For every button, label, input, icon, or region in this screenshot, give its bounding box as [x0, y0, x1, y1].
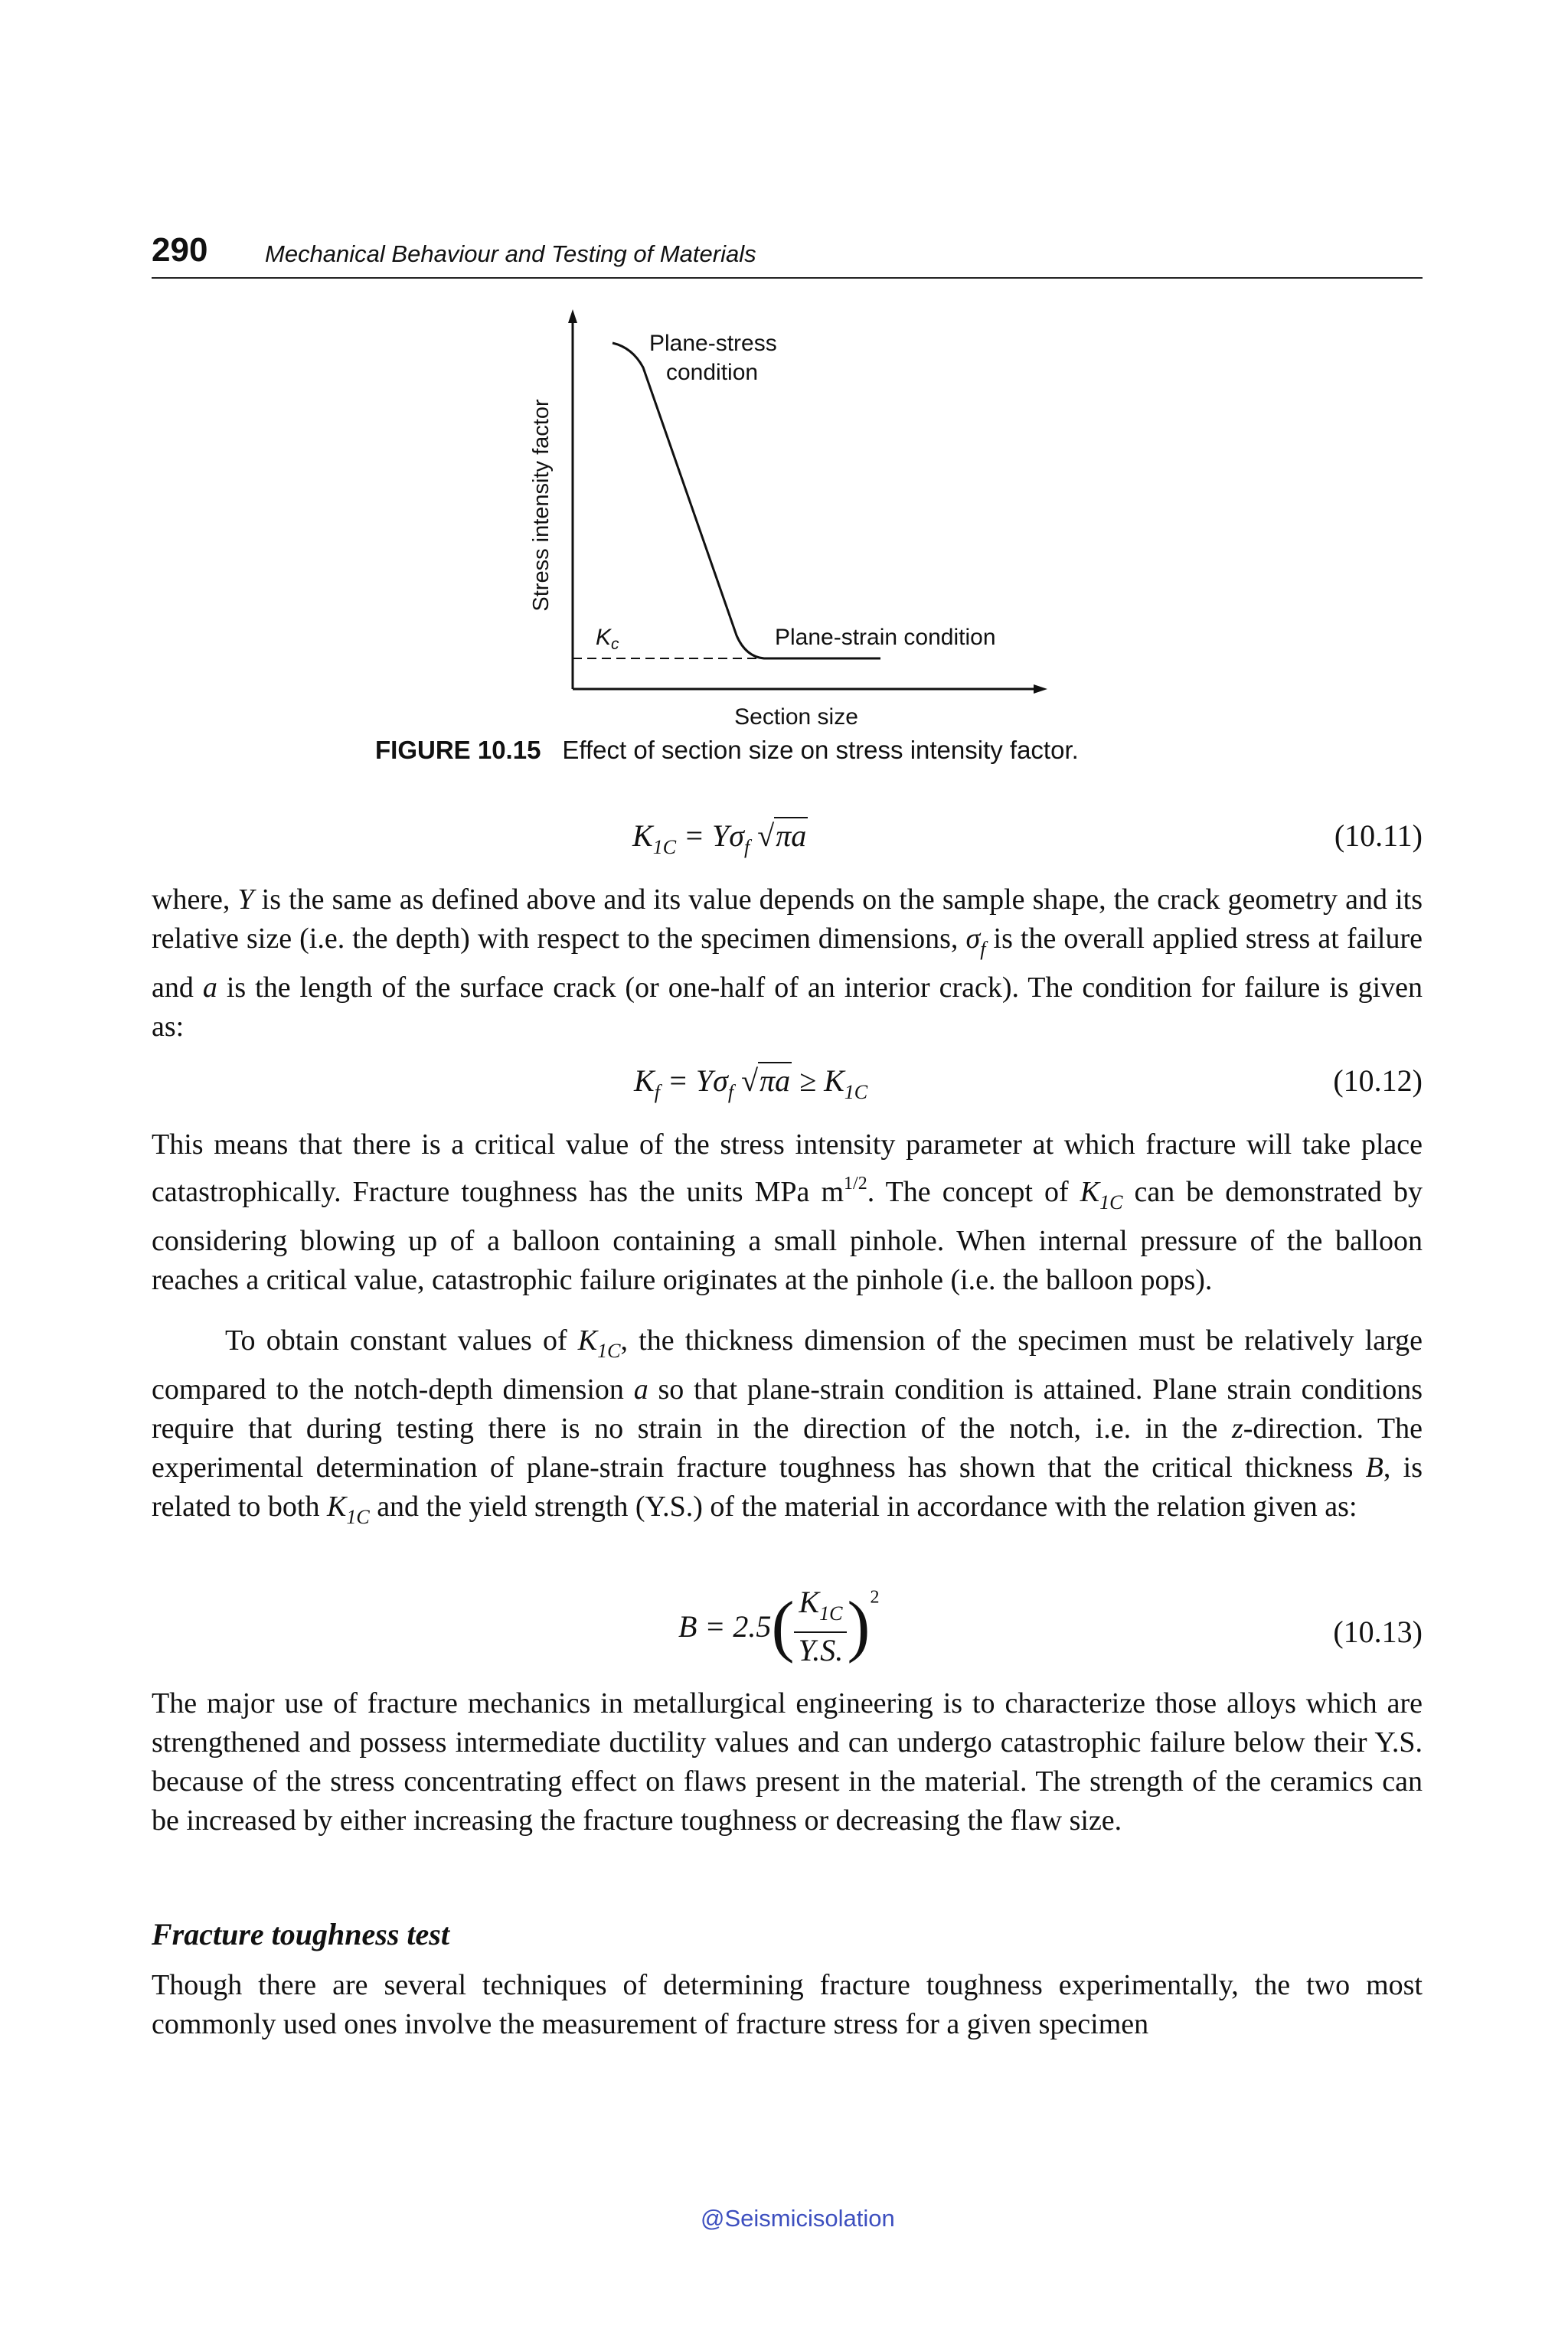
- p3-var-k: K: [577, 1324, 598, 1357]
- kc-label: [596, 625, 619, 653]
- p3-text-b: , the thickness dimension of the specimen must be relatively large compared to the notch-depth dimension: [152, 1324, 1423, 1406]
- p3-var-z: z: [1231, 1412, 1243, 1445]
- kc-label-main: K: [596, 625, 612, 650]
- equation-10-12-number: (10.12): [1333, 1063, 1423, 1098]
- p3-text-c: so that plane-strain condition is attained. Plane strain conditions require that during testing there is no strain in the direction of the notch, i.e. in the: [152, 1373, 1423, 1445]
- p2-text-b: . The concept of: [867, 1176, 1080, 1208]
- section-heading: Fracture toughness test: [152, 1917, 449, 1951]
- p3-var-b: B: [1365, 1452, 1383, 1484]
- equation-10-11: [152, 818, 1423, 871]
- plane-stress-label-line2: condition: [666, 360, 759, 385]
- running-head: Mechanical Behaviour and Testing of Materials: [265, 240, 756, 267]
- p1-text-d: is the length of the surface crack (or one-half of an interior crack). The condition for failure is given as:: [152, 972, 1423, 1043]
- figure-10-15: [521, 306, 1057, 735]
- p2-sup: 1/2: [844, 1174, 867, 1194]
- paragraph-5: Though there are several techniques of determining fracture toughness experimentally, the two most commonly used ones involve the measurement of fracture stress for a given specimen: [152, 1969, 1423, 2040]
- plane-stress-label-line1: Plane-stress: [649, 331, 777, 356]
- p2-text-c: can be demonstrated by considering blowing up of a balloon containing a small pinhole. When internal pressure of the balloon reaches a critical value, catastrophic failure originates at the pinhole (i.e. the balloon pops).: [152, 1176, 1423, 1296]
- p1-var-a: a: [202, 972, 217, 1004]
- p3-var-a: a: [633, 1373, 648, 1406]
- x-axis-arrow: [1034, 684, 1047, 694]
- caption-label: FIGURE 10.15: [375, 736, 541, 764]
- y-axis-label: Stress intensity factor: [529, 399, 554, 612]
- p2-var-k: K: [1080, 1176, 1100, 1208]
- equation-10-12: [152, 1063, 1423, 1116]
- watermark: @Seismicisolation: [701, 2205, 895, 2232]
- y-axis-arrow: [568, 309, 577, 323]
- figure-caption: [375, 735, 1294, 766]
- caption-text: Effect of section size on stress intensity factor.: [562, 736, 1079, 764]
- paragraph-2: [152, 1125, 1423, 1300]
- equation-10-11-number: (10.11): [1334, 818, 1423, 853]
- stress-intensity-diagram: [521, 306, 1057, 735]
- p1-text-b: is the same as defined above and its value depends on the sample shape, the crack geometry and its relative size (i.e. the depth) with respect to the specimen dimensions,: [152, 883, 1423, 955]
- plane-strain-label: Plane-strain condition: [775, 625, 996, 650]
- p3-var-k-sub: 1C: [597, 1340, 621, 1362]
- equation-10-13-number: (10.13): [1333, 1615, 1423, 1649]
- p2-var-k-sub: 1C: [1099, 1191, 1123, 1213]
- p1-var-y: Y: [237, 883, 254, 916]
- equation-10-13-expression: B = 2.5( $\frac{K_{1C}}{Y.S.}$ )$^2$: [678, 1585, 880, 1667]
- p3-text-f: and the yield strength (Y.S.) of the material in accordance with the relation given as:: [369, 1491, 1357, 1523]
- p3-var-k2-sub: 1C: [346, 1506, 370, 1528]
- x-axis-label: Section size: [734, 704, 858, 730]
- paragraph-3: [152, 1321, 1423, 1537]
- p1-var-sigma: σ: [965, 923, 981, 955]
- page-number: 290: [152, 231, 208, 269]
- p3-text-a: To obtain constant values of: [225, 1324, 578, 1357]
- paragraph-4: The major use of fracture mechanics in metallurgical engineering is to characterize those alloys which are strengthened and possess intermediate ductility values and can undergo catastrophic failure below their Y.S. because of the stress concentrating effect on flaws present in the material. The strength of the ceramics can be increased by either increasing the fracture toughness or decreasing the flaw size.: [152, 1687, 1423, 1837]
- equation-10-12-expression: $K_f = Y\sigma_f$ $√\pi a \ge K_{1C}$: [634, 1063, 868, 1103]
- p1-text-a: where,: [152, 883, 238, 916]
- p1-text-c: is the overall applied stress at failure and: [152, 923, 1423, 1004]
- stress-intensity-curve: [612, 343, 880, 658]
- p1-var-sigma-sub: f: [980, 938, 986, 960]
- kc-label-sub: c: [611, 635, 619, 653]
- p3-var-k2: K: [326, 1491, 347, 1523]
- paragraph-1: [152, 880, 1423, 1047]
- p3-text-e: , is related to both: [152, 1452, 1423, 1523]
- equation-10-13: [152, 1585, 1423, 1684]
- equation-10-11-expression: $K_{1C} = Y\sigma_f$ √πa: [632, 818, 807, 858]
- p2-text-a: This means that there is a critical value of the stress intensity parameter at which fracture will take place catastrophically. Fracture toughness has the units MPa m: [152, 1128, 1423, 1208]
- page-header: [152, 230, 1423, 279]
- p3-text-d: -direction. The experimental determination of plane-strain fracture toughness has shown that the critical thickness: [152, 1412, 1423, 1484]
